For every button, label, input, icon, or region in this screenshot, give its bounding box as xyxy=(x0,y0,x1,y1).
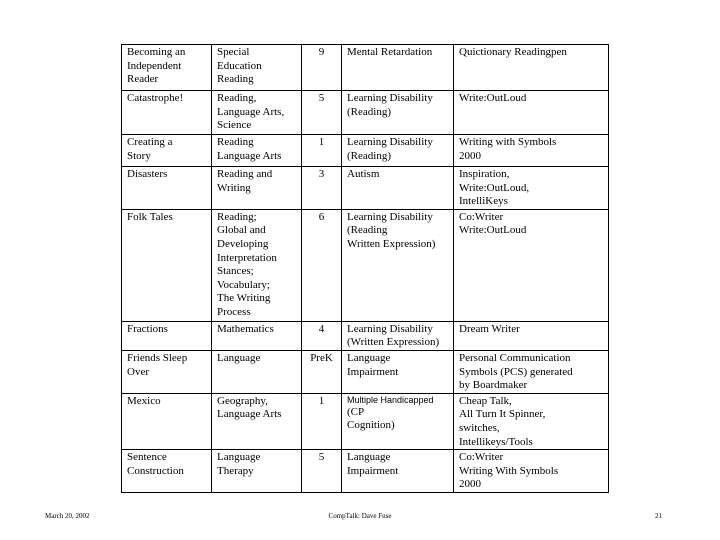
cell-line: Over xyxy=(127,365,149,378)
cell-disability xyxy=(342,393,454,449)
cell-subject xyxy=(212,167,302,210)
cell-line: Reading xyxy=(217,136,254,148)
cell-disability xyxy=(342,350,454,393)
cell-line: Cognition) xyxy=(347,419,395,432)
cell-line: Language xyxy=(347,351,391,364)
cell-line: (Reading) xyxy=(347,105,391,118)
cell-line: Reading xyxy=(217,73,254,86)
cell-grade: 9 xyxy=(302,45,342,91)
cell-software xyxy=(454,135,609,167)
cell-software xyxy=(454,450,609,493)
cell-line: by Boardmaker xyxy=(459,379,528,392)
cell-line: Process xyxy=(217,305,251,318)
cell-grade: 5 xyxy=(302,450,342,493)
cell-line: All Turn It Spinner, xyxy=(459,408,546,421)
cell-subject xyxy=(212,135,302,167)
table-body xyxy=(122,45,609,493)
cell-line: Disasters xyxy=(127,168,168,180)
cell-line: IntelliKeys xyxy=(459,195,508,208)
cell-software xyxy=(454,393,609,449)
footer-title: CompTalk: Dave Fuse xyxy=(328,512,392,520)
cell-line: Co:Writer xyxy=(459,451,504,464)
cell-line: Learning Disability xyxy=(347,210,433,223)
cell-lesson-title xyxy=(122,350,212,393)
cell-line: Impairment xyxy=(347,464,399,477)
table-row xyxy=(122,350,609,393)
table-row xyxy=(122,45,609,91)
cell-line: Intellikeys/Tools xyxy=(459,435,533,448)
table-row xyxy=(122,209,609,321)
cell-line: Language xyxy=(217,451,261,464)
cell-disability xyxy=(342,209,454,321)
cell-line: Write:OutLoud, xyxy=(459,181,530,194)
cell-lesson-title xyxy=(122,393,212,449)
cell-line: Quictionary Readingpen xyxy=(459,46,567,58)
cell-subject xyxy=(212,45,302,91)
cell-line: Folk Tales xyxy=(127,210,173,223)
cell-lesson-title xyxy=(122,45,212,91)
cell-subject xyxy=(212,350,302,393)
cell-line: Reader xyxy=(127,73,159,86)
cell-software xyxy=(454,209,609,321)
cell-line: Reading; xyxy=(217,210,257,223)
lesson-table xyxy=(121,44,609,493)
cell-disability xyxy=(342,91,454,135)
cell-lesson-title xyxy=(122,321,212,350)
cell-line: Dream Writer xyxy=(459,322,520,335)
cell-subject xyxy=(212,209,302,321)
cell-software xyxy=(454,45,609,91)
cell-line: Writing with Symbols xyxy=(459,136,557,148)
cell-line: (Written Expression) xyxy=(347,336,440,349)
cell-line: Language Arts xyxy=(217,408,282,421)
cell-line: Inspiration, xyxy=(459,168,510,180)
cell-line: Mental Retardation xyxy=(347,46,433,58)
cell-line: Geography, xyxy=(217,394,268,407)
cell-subject xyxy=(212,450,302,493)
cell-lesson-title xyxy=(122,167,212,210)
table-row xyxy=(122,321,609,350)
table-row xyxy=(122,167,609,210)
cell-line: Mathematics xyxy=(217,322,274,335)
cell-line: Writing xyxy=(217,181,251,194)
cell-line: Co:Writer xyxy=(459,210,504,223)
cell-subject xyxy=(212,321,302,350)
cell-line: Therapy xyxy=(217,464,254,477)
cell-disability xyxy=(342,321,454,350)
cell-line: Becoming an xyxy=(127,46,186,58)
cell-line: Write:OutLoud xyxy=(459,92,527,104)
cell-line: Reading, xyxy=(217,92,257,104)
cell-line: Personal Communication xyxy=(459,351,571,364)
cell-line: Construction xyxy=(127,464,184,477)
cell-line: Symbols (PCS) generated xyxy=(459,365,573,378)
cell-lesson-title xyxy=(122,91,212,135)
cell-line: Independent xyxy=(127,59,182,72)
cell-subject xyxy=(212,91,302,135)
cell-line: Fractions xyxy=(127,322,168,335)
cell-line: Written Expression) xyxy=(347,237,436,250)
cell-line: Learning Disability xyxy=(347,92,433,104)
cell-line: Friends Sleep xyxy=(127,351,188,364)
cell-line: Writing With Symbols xyxy=(459,464,559,477)
cell-line: Learning Disability xyxy=(347,136,433,148)
cell-line: Autism xyxy=(347,168,380,180)
table-row xyxy=(122,393,609,449)
cell-lesson-title xyxy=(122,135,212,167)
table-row xyxy=(122,135,609,167)
footer-page-number: 21 xyxy=(655,512,662,520)
cell-line-small: Multiple Handicapped xyxy=(347,394,434,405)
cell-lesson-title xyxy=(122,450,212,493)
cell-line: Vocabulary; xyxy=(217,278,270,291)
cell-line: switches, xyxy=(459,421,500,434)
cell-line: Reading and xyxy=(217,168,273,180)
cell-line: (CP xyxy=(347,405,365,418)
cell-line: Cheap Talk, xyxy=(459,394,512,407)
cell-line: Impairment xyxy=(347,365,399,378)
cell-software xyxy=(454,350,609,393)
cell-line: Mexico xyxy=(127,394,161,407)
cell-line: Stances; xyxy=(217,265,254,278)
cell-software xyxy=(454,167,609,210)
cell-line: Catastrophe! xyxy=(127,92,184,104)
cell-line: The Writing xyxy=(217,292,271,305)
cell-line: Story xyxy=(127,149,151,162)
cell-lesson-title xyxy=(122,209,212,321)
table-row xyxy=(122,91,609,135)
cell-grade: 4 xyxy=(302,321,342,350)
cell-grade: PreK xyxy=(302,350,342,393)
cell-line: Write:OutLoud xyxy=(459,224,527,237)
cell-line: Language Arts, xyxy=(217,105,285,118)
cell-line: Education xyxy=(217,59,262,72)
cell-line: Language Arts xyxy=(217,149,282,162)
cell-software xyxy=(454,91,609,135)
cell-line: Sentence xyxy=(127,451,167,464)
cell-line: Interpretation xyxy=(217,251,277,264)
cell-grade: 1 xyxy=(302,135,342,167)
cell-line: 2000 xyxy=(459,149,481,162)
cell-disability xyxy=(342,450,454,493)
cell-line: Creating a xyxy=(127,136,173,148)
cell-grade: 5 xyxy=(302,91,342,135)
cell-line: 2000 xyxy=(459,478,481,491)
table-row xyxy=(122,450,609,493)
cell-grade: 6 xyxy=(302,209,342,321)
cell-disability xyxy=(342,45,454,91)
cell-disability xyxy=(342,167,454,210)
cell-line: Developing xyxy=(217,237,269,250)
footer-date: March 20, 2002 xyxy=(45,512,90,520)
cell-line: Special xyxy=(217,46,250,58)
cell-line: Learning Disability xyxy=(347,322,433,335)
cell-grade: 3 xyxy=(302,167,342,210)
cell-software xyxy=(454,321,609,350)
cell-line: Language xyxy=(347,451,391,464)
cell-grade: 1 xyxy=(302,393,342,449)
cell-line: (Reading) xyxy=(347,149,391,162)
cell-subject xyxy=(212,393,302,449)
cell-line: (Reading xyxy=(347,224,388,237)
cell-line: Science xyxy=(217,119,252,132)
cell-disability xyxy=(342,135,454,167)
cell-line: Global and xyxy=(217,224,266,237)
cell-line: Language xyxy=(217,351,261,364)
